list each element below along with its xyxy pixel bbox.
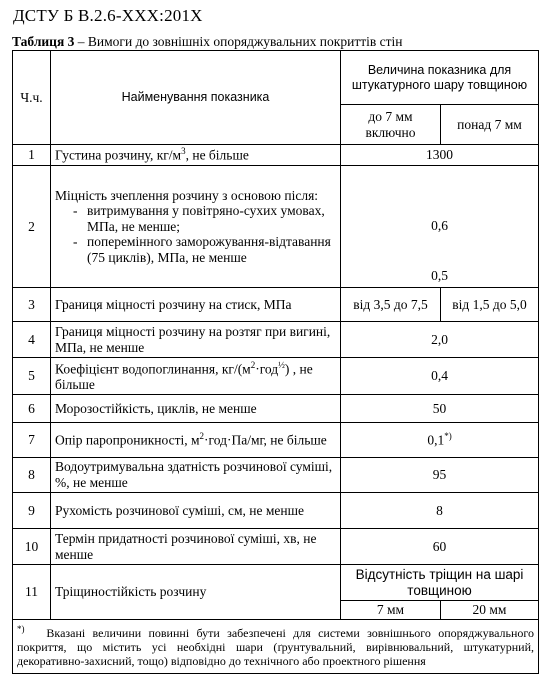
row-num: 10 xyxy=(13,529,51,565)
row-name: Опір паропроникності, $м^2\cdot год\cdot Па/мг$, не більше xyxy=(51,423,341,458)
row-num: 9 xyxy=(13,493,51,529)
list-item: - поперемінного заморожування-відтавання (75 циклів), МПа, не менше xyxy=(75,234,336,265)
header-num: Ч.ч. xyxy=(13,51,51,145)
row-value: 50 xyxy=(341,395,539,423)
table-row xyxy=(13,358,539,395)
row-value-a: від 3,5 до 7,5 xyxy=(341,288,441,322)
row-value: 2,0 xyxy=(341,322,539,358)
table-row xyxy=(13,529,539,565)
row-value: 95 xyxy=(341,458,539,493)
table-row xyxy=(13,395,539,423)
row-name: Границя міцності розчину на стиск, МПа xyxy=(51,288,341,322)
row-value: 8 xyxy=(341,493,539,529)
row-name: Рухомість розчинової суміші, см, не менше xyxy=(51,493,341,529)
row-num: 6 xyxy=(13,395,51,423)
footnote xyxy=(13,619,539,673)
caption-text: – Вимоги до зовнішніх опоряджувальних покриттів стін xyxy=(74,34,403,49)
row-value-b: від 1,5 до 5,0 xyxy=(441,288,539,322)
row-num: 1 xyxy=(13,145,51,166)
row-name: Границя міцності розчину на розтяг при вигині, МПа, не менше xyxy=(51,322,341,358)
row-value: 1300 xyxy=(341,145,539,166)
row-value xyxy=(341,166,539,288)
row-num: 4 xyxy=(13,322,51,358)
row-value: 0,4 xyxy=(341,358,539,395)
table-row xyxy=(13,288,539,322)
row-num: 8 xyxy=(13,458,51,493)
row-name: Термін придатності розчинової суміші, хв, не менше xyxy=(51,529,341,565)
row-name: Густина розчину, $кг/м^3$, не більше xyxy=(51,145,341,166)
footnote-row xyxy=(13,619,539,673)
header-col-b: понад 7 мм xyxy=(441,105,539,145)
table-row xyxy=(13,322,539,358)
row-num: 5 xyxy=(13,358,51,395)
row-num: 7 xyxy=(13,423,51,458)
footnote-text: Вказані величини повинні бути забезпечені для системи зовнішнього опоряджувального покриття, що містить усі необхідні шари (ґрунтувальний, вирівнювальний, штукатурний, декоративно-захисний, тощо) відповідно до технічного або проектного рішення xyxy=(17,625,535,669)
value-line-1: 0,6 xyxy=(431,218,448,233)
table-row xyxy=(13,423,539,458)
document-code: ДСТУ Б В.2.6-XXX:201X xyxy=(13,6,203,25)
row-num: 2 xyxy=(13,166,51,288)
table-row xyxy=(13,458,539,493)
row-value-b: 20 мм xyxy=(441,601,539,620)
table-row xyxy=(13,565,539,601)
row-sublist xyxy=(55,203,336,265)
header-value-group: Величина показника для штукатурного шару товщиною xyxy=(341,51,539,105)
row-name: Водоутримувальна здатність розчинової суміші, %, не менше xyxy=(51,458,341,493)
row-num: 3 xyxy=(13,288,51,322)
list-item: - витримування у повітряно-сухих умовах, МПа, не менше; xyxy=(75,203,336,234)
row-name: Морозостійкість, циклів, не менше xyxy=(51,395,341,423)
row-value: 0,1*) xyxy=(341,423,539,458)
row-name: Коефіцієнт водопоглинання, $кг/(м^2\cdot год^{\frac{1}{2}})$ , не більше xyxy=(51,358,341,395)
value-line-2: 0,5 xyxy=(431,268,448,283)
caption-label: Таблиця 3 xyxy=(12,34,75,49)
row-value-a: 7 мм xyxy=(341,601,441,620)
row-name: Тріщиностійкість розчину xyxy=(51,565,341,620)
table-caption xyxy=(12,34,403,50)
row-value-group: Відсутність тріщин на шарі товщиною xyxy=(341,565,539,601)
header-name: Найменування показника xyxy=(51,51,341,145)
table-row xyxy=(13,493,539,529)
row-name-text: Міцність зчеплення розчину з основою після: xyxy=(55,187,319,203)
row-value: 60 xyxy=(341,529,539,565)
requirements-table xyxy=(12,50,539,674)
table-row xyxy=(13,145,539,166)
header-col-a: до 7 мм включно xyxy=(341,105,441,145)
row-name xyxy=(51,166,341,288)
row-num: 11 xyxy=(13,565,51,620)
footnote-mark: *) xyxy=(17,623,25,634)
table-row xyxy=(13,166,539,288)
